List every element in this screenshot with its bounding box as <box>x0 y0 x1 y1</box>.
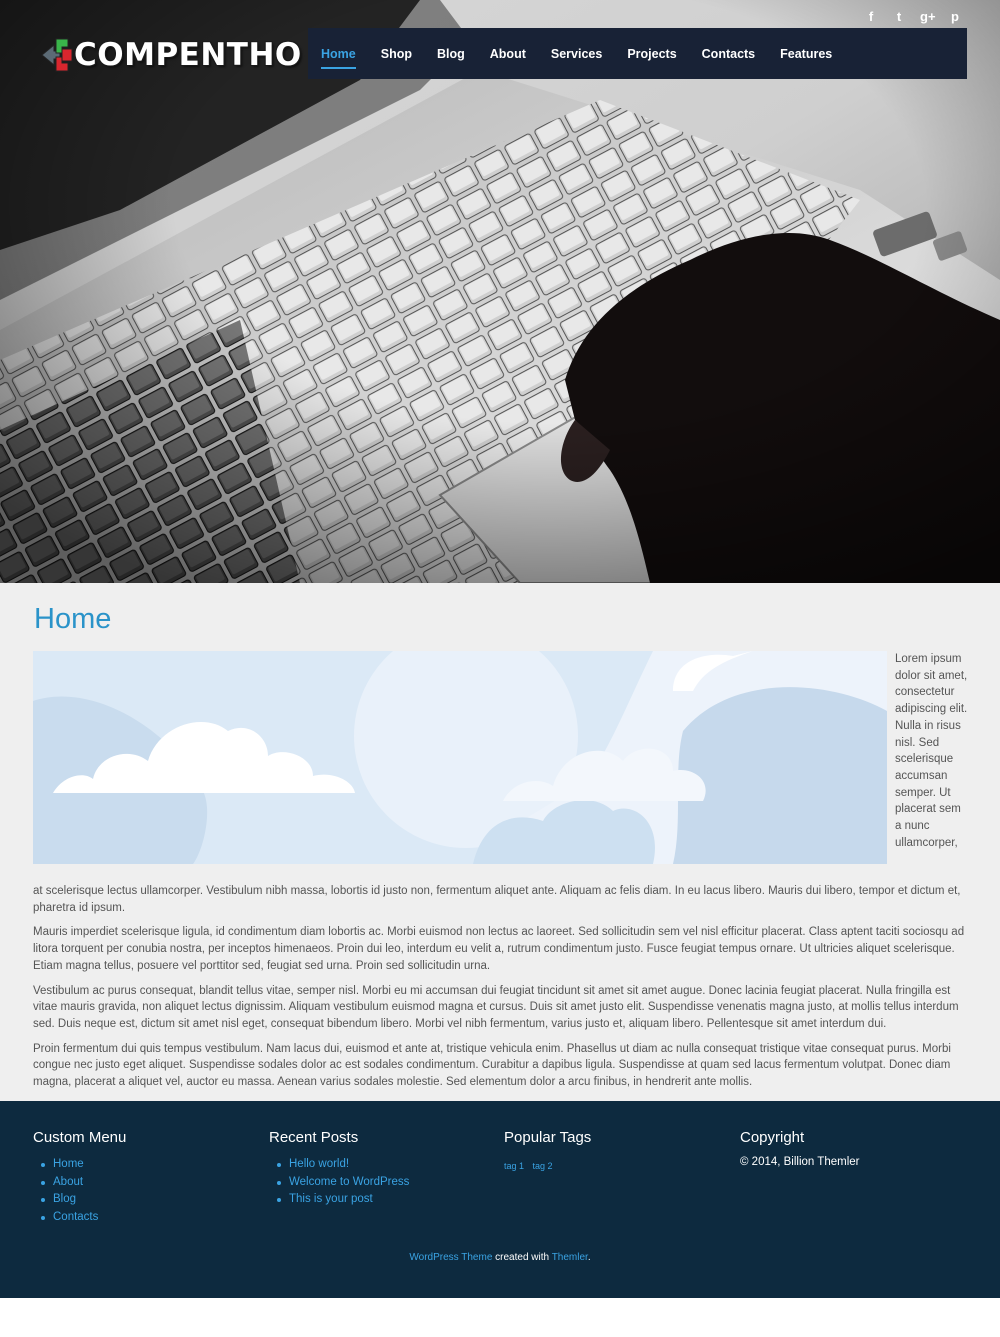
footer <box>0 1101 1000 1298</box>
footer-recent-posts <box>269 1129 489 1209</box>
themler-link[interactable]: Themler <box>551 1252 588 1263</box>
nav-features[interactable]: Features <box>780 46 833 61</box>
laptop-keyboard-photo <box>0 0 1000 583</box>
paragraph: Vestibulum ac purus consequat, blandit tellus vitae, semper nisl. Morbi eu mi accumsan dui feugiat tincidunt sit amet sit amet augue. Donec lacinia feugiat placerat. Nulla fringilla est vitae mauris gravida, non aliquet lectus dignissim. Aliquam vestibulum euismod magna et cursus. Duis sit amet justo elit. Suspendisse venenatis magna justo, at mollis tellus interdum sed. Duis neque est, dictum sit amet nisl eget, consequat bibendum libero. Morbi vel nibh fermentum, varius justo et, aliquam libero. Pellentesque sit amet interdum dui. <box>33 984 959 1030</box>
nav-services[interactable]: Services <box>550 46 603 61</box>
footer-menu-link[interactable]: Home <box>41 1156 253 1174</box>
footer-heading: Popular Tags <box>504 1129 592 1146</box>
nav-about[interactable]: About <box>489 46 526 61</box>
nav-blog[interactable]: Blog <box>436 46 465 61</box>
body-text <box>33 883 968 1099</box>
google-plus-icon[interactable]: g+ <box>920 9 936 24</box>
pinterest-icon[interactable]: p <box>951 9 959 24</box>
logo[interactable] <box>40 36 302 74</box>
footer-heading: Copyright <box>740 1129 805 1146</box>
footer-credit <box>0 1252 1000 1263</box>
paragraph: Mauris imperdiet scelerisque ligula, id condimentum diam lobortis ac. Morbi euismod non lectus ac laoreet. Sed sollicitudin sem vel nisl efficitur placerat. Class aptent taciti sociosqu ad litora torquent per conubia nostra, per inceptos himenaeos. Proin dui leo, interdum eu velit a, rutrum condimentum justo. Fusce feugiat tempus ornare. Ut ultricies aliquet scelerisque. Etiam magna tellus, posuere vel porttitor sed, feugiat sed urna. Proin sed sollicitudin urna. <box>33 926 965 972</box>
copyright-text: © 2014, Billion Themler <box>740 1156 860 1168</box>
tag-link[interactable]: tag 2 <box>532 1161 553 1171</box>
footer-popular-tags <box>504 1129 724 1174</box>
credit-text: created with <box>492 1252 552 1263</box>
twitter-icon[interactable]: t <box>896 9 902 24</box>
facebook-icon[interactable]: f <box>868 9 874 24</box>
recent-post-link[interactable]: Welcome to WordPress <box>277 1174 489 1192</box>
paragraph: Proin fermentum dui quis tempus vestibulum. Nam lacus dui, euismod et ante at, tristique vehicula enim. Phasellus ut diam ac nulla consequat tristique vitae consequat purus. Morbi congue nec justo eget aliquet. Suspendisse sodales dolor ac est sodales condimentum. Curabitur a dapibus ligula. Suspendisse at quam sed lacus fermentum volutpat. Donec diam magna, placerat a aliquet vel, auctor eu massa. Aenean varius sodales molestie. Sed elementum dolor a arcu finibus, in hendrerit ante mollis. <box>33 1042 951 1089</box>
wordpress-theme-link[interactable]: WordPress Theme <box>409 1252 493 1263</box>
logo-text: COMPENTHO <box>74 37 302 73</box>
footer-custom-menu <box>33 1129 253 1226</box>
social-links <box>864 9 962 25</box>
tag-link[interactable]: tag 1 <box>504 1161 525 1171</box>
intro-text: Lorem ipsum dolor sit amet, consectetur adipiscing elit. Nulla in risus nisl. Sed scelerisque accumsan semper. Ut placerat sem a nunc ullamcorper, <box>895 653 968 849</box>
footer-menu-link[interactable]: Blog <box>41 1191 253 1209</box>
hero-banner <box>0 0 1000 583</box>
footer-heading: Custom Menu <box>33 1129 127 1146</box>
nav-shop[interactable]: Shop <box>380 46 412 61</box>
nav-contacts[interactable]: Contacts <box>701 46 756 61</box>
credit-end: . <box>587 1252 591 1263</box>
nav-home[interactable]: Home <box>321 46 356 61</box>
footer-menu-link[interactable]: Contacts <box>41 1209 253 1227</box>
clouds-illustration <box>33 651 887 864</box>
recent-post-link[interactable]: This is your post <box>277 1191 489 1209</box>
recent-post-link[interactable]: Hello world! <box>277 1156 489 1174</box>
footer-menu-link[interactable]: About <box>41 1174 253 1192</box>
logo-mark-icon <box>40 37 74 73</box>
main-content <box>0 583 1000 1101</box>
footer-copyright <box>740 1129 970 1168</box>
footer-heading: Recent Posts <box>269 1129 359 1146</box>
main-nav <box>308 28 967 79</box>
nav-projects[interactable]: Projects <box>627 46 677 61</box>
paragraph: at scelerisque lectus ullamcorper. Vestibulum nibh massa, lobortis id justo non, fermentum aliquet ante. Aliquam ac felis diam. In eu lacus libero. Mauris dui libero, tempor et dictum et, pharetra id ipsum. <box>33 885 961 914</box>
page-title: Home <box>34 603 112 635</box>
